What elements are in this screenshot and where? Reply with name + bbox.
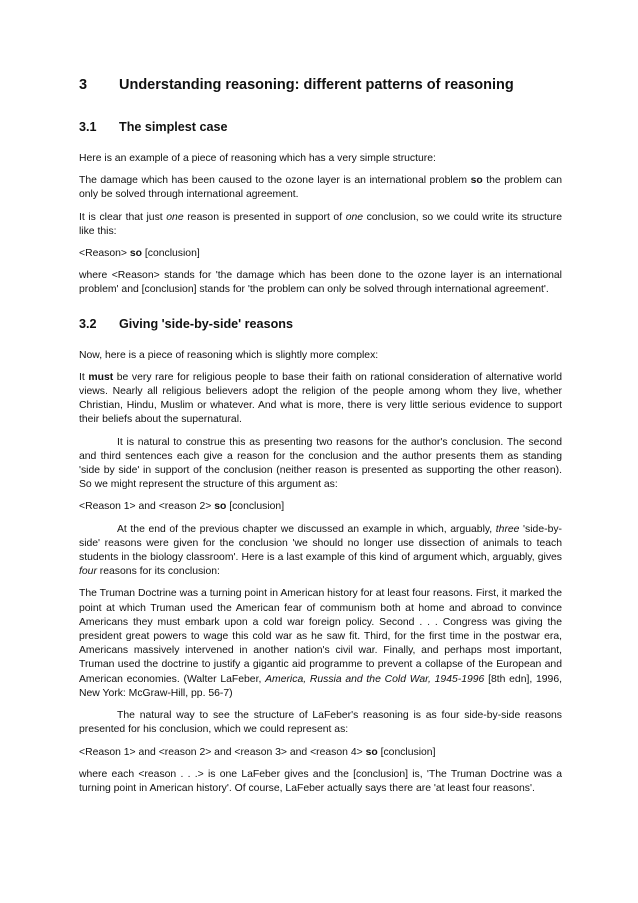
bold-so: so <box>470 175 483 187</box>
text-run: <Reason 1> and <reason 2> <box>79 501 215 513</box>
text-run: conclusion, so we could write its structure like this: <box>79 211 563 237</box>
paragraph <box>79 436 562 493</box>
text-run: [conclusion] <box>141 248 200 260</box>
section-heading-3-1 <box>79 119 562 135</box>
paragraph <box>79 152 562 166</box>
text-run: <Reason> <box>79 248 130 260</box>
text-run: Now, here is a piece of reasoning which is slightly more complex: <box>79 349 379 361</box>
text-run: It <box>79 371 89 383</box>
text-run: The Truman Doctrine was a turning point in American history for at least four reasons. First, it marked the point at which Truman used the American fear of communism both at home and abroad to convince Americans they must embark upon a cold war foreign policy. Second . . . Congress was giving the president great powers to wage this cold war as he saw fit. Third, for the first time in the postwar era, Americans massively intervened in another nation's civil war. Finally, and perhaps most important, Truman used the doctrine to justify a gigantic aid programme to prevent a collapse of the European and American economies. (Walter LaFeber, <box>79 588 562 685</box>
text-run: It is clear that just <box>79 211 167 223</box>
paragraph <box>79 269 562 297</box>
text-run: the problem can only be solved through international agreement. <box>79 175 562 201</box>
bold-must: must <box>88 371 114 383</box>
section-title-3-1: The simplest case <box>119 120 228 134</box>
italic-one: one <box>166 211 184 223</box>
structure-formula <box>79 746 562 760</box>
chapter-number: 3 <box>79 77 88 93</box>
structure-formula <box>79 247 562 261</box>
bold-so: so <box>129 248 142 260</box>
example-ozone <box>79 174 562 202</box>
example-truman <box>79 587 562 701</box>
section-title-3-2: Giving 'side-by-side' reasons <box>119 316 293 331</box>
paragraph <box>79 349 562 363</box>
section-heading-3-2 <box>79 316 562 332</box>
text-run: <Reason 1> and <reason 2> and <reason 3> and <reason 4> <box>79 746 366 758</box>
structure-formula <box>79 500 562 514</box>
section-number-3-2: 3.2 <box>79 316 97 331</box>
bold-so: so <box>214 501 227 513</box>
text-run: The damage which has been caused to the ozone layer is an international problem <box>79 175 471 187</box>
section-number-3-1: 3.1 <box>79 120 97 134</box>
italic-three: three <box>495 523 520 535</box>
text-run: where each <reason . . .> is one LaFeber gives and the [conclusion] is, 'The Truman Doctrine was a turning point in American history'. Of course, LaFeber actually says there are 'at least four reasons'. <box>79 768 562 794</box>
text-run: The natural way to see the structure of LaFeber's reasoning is as four side-by-side reasons presented for his conclusion, which we could represent as: <box>79 710 562 736</box>
chapter-title: Understanding reasoning: different patterns of reasoning <box>119 77 514 93</box>
italic-book-title: America, Russia and the Cold War, 1945-1996 <box>265 673 485 685</box>
text-run: It is natural to construe this as presenting two reasons for the author's conclusion. The second and third sentences each give a reason for the conclusion and the author presents them as standing 'side by side' in support of the conclusion (neither reason is presented as supporting the other reason). So we might represent the structure of this argument as: <box>79 436 562 491</box>
paragraph <box>79 709 562 737</box>
paragraph <box>79 523 562 580</box>
text-run: Here is an example of a piece of reasoning which has a very simple structure: <box>79 153 436 164</box>
text-run: reasons for its conclusion: <box>96 566 220 578</box>
chapter-heading <box>79 76 562 94</box>
text-run: reason is presented in support of <box>183 211 346 223</box>
text-run: where <Reason> stands for 'the damage which has been done to the ozone layer is an international problem' and [conclusion] stands for 'the problem can only be solved through international agreement'. <box>79 270 562 296</box>
text-run: be very rare for religious people to base their faith on rational consideration of alternative world views. Nearly all religious believers adopt the religion of the people among whom they live, whether Christian, Hindu, Muslim or whatever. And what is more, there is very little serious evidence to support their beliefs about the supernatural. <box>79 371 562 426</box>
text-run: [conclusion] <box>226 501 285 513</box>
text-run: [conclusion] <box>377 746 436 758</box>
paragraph <box>79 211 562 239</box>
italic-four: four <box>79 566 97 578</box>
text-run: At the end of the previous chapter we discussed an example in which, arguably, <box>117 523 496 535</box>
bold-so: so <box>365 746 378 758</box>
text-run: [8th edn], 1996, New York: McGraw-Hill, pp. 56-7) <box>79 673 562 699</box>
italic-one: one <box>345 211 364 223</box>
paragraph <box>79 768 562 796</box>
example-religion <box>79 371 562 428</box>
text-run: 'side-by-side' reasons were given for the conclusion 'we should no longer use dissection of animals to teach students in the biology classroom'. Here is a last example of this kind of argument which, arguably, gives <box>79 523 563 564</box>
